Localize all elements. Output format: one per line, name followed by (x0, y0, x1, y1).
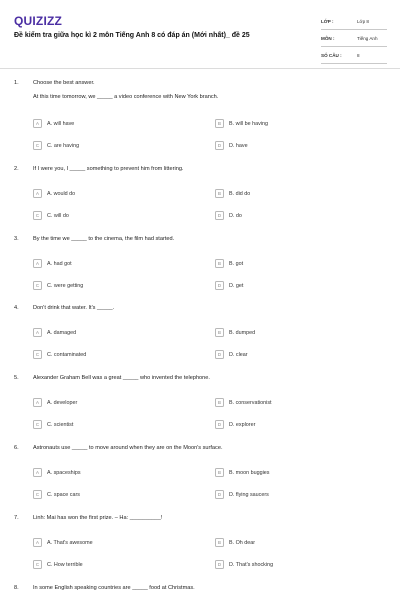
answer-option[interactable] (33, 258, 72, 269)
option-label: B. conservationist (229, 399, 272, 406)
meta-row-class (321, 13, 387, 30)
answer-option[interactable] (215, 467, 269, 478)
option-letter-box: B (215, 328, 224, 337)
option-label: D. explorer (229, 421, 256, 428)
option-letter-box: D (215, 420, 224, 429)
option-letter-box: B (215, 538, 224, 547)
option-label: A. would do (47, 190, 76, 197)
question-item (0, 305, 400, 375)
option-letter-box: B (215, 119, 224, 128)
option-letter-box: B (215, 468, 224, 477)
answer-option[interactable] (215, 489, 269, 500)
question-text: Don't drink that water. It's _____. (33, 305, 115, 311)
question-number: 6. (14, 445, 19, 451)
option-label: C. contaminated (47, 351, 87, 358)
option-label: D. flying saucers (229, 491, 269, 498)
answer-option[interactable] (215, 537, 255, 548)
option-letter-box: D (215, 560, 224, 569)
question-text: If I were you, I _____ something to prevent him from littering. (33, 166, 184, 172)
option-letter-box: D (215, 281, 224, 290)
question-number: 4. (14, 305, 19, 311)
answer-option[interactable] (33, 118, 74, 129)
option-label: B. will be having (229, 120, 268, 127)
option-label: C. are having (47, 142, 80, 149)
question-item (0, 80, 400, 150)
question-number: 7. (14, 515, 19, 521)
option-label: B. got (229, 260, 244, 267)
answer-option[interactable] (33, 210, 69, 221)
option-label: C. scientist (47, 421, 74, 428)
answer-option[interactable] (215, 210, 242, 221)
option-label: A. spaceships (47, 469, 81, 476)
answer-option[interactable] (33, 280, 83, 291)
question-item (0, 236, 400, 306)
option-letter-box: C (33, 420, 42, 429)
question-text: Alexander Graham Bell was a great _____ who invented the telephone. (33, 375, 210, 381)
option-letter-box: A (33, 538, 42, 547)
answer-option[interactable] (215, 559, 273, 570)
option-letter-box: A (33, 119, 42, 128)
question-text: By the time we _____ to the cinema, the film had started. (33, 236, 175, 242)
option-letter-box: B (215, 398, 224, 407)
answer-option[interactable] (33, 419, 73, 430)
answer-option[interactable] (33, 188, 75, 199)
option-letter-box: C (33, 560, 42, 569)
answer-option[interactable] (215, 397, 272, 408)
question-text: In some English speaking countries are _____ food at Christmas. (33, 585, 195, 591)
option-label: C. space cars (47, 491, 80, 498)
answer-option[interactable] (33, 349, 86, 360)
question-number: 3. (14, 236, 19, 242)
meta-key: LỚP : (321, 18, 334, 24)
option-letter-box: C (33, 281, 42, 290)
answer-option[interactable] (33, 489, 80, 500)
answer-option[interactable] (33, 397, 77, 408)
answer-option[interactable] (215, 327, 255, 338)
question-prompt: At this time tomorrow, we _____ a video conference with New York branch. (33, 94, 219, 100)
option-label: D. clear (229, 351, 248, 358)
option-label: A. will have (47, 120, 75, 127)
option-letter-box: A (33, 189, 42, 198)
option-label: B. moon buggies (229, 469, 270, 476)
option-label: B. Oh dear (229, 539, 256, 546)
question-item (0, 515, 400, 585)
question-text: Linh: Mai has won the first prize. – Ha: __________! (33, 515, 163, 521)
quizizz-logo: QUIZIZZ (14, 14, 63, 28)
option-letter-box: A (33, 468, 42, 477)
option-letter-box: B (215, 259, 224, 268)
answer-option[interactable] (215, 280, 243, 291)
answer-option[interactable] (215, 349, 248, 360)
answer-option[interactable] (33, 327, 76, 338)
option-label: D. do (229, 212, 242, 219)
option-label: A. had got (47, 260, 72, 267)
option-label: A. That's awesome (47, 539, 93, 546)
meta-row-count (321, 47, 387, 64)
option-label: D. have (229, 142, 248, 149)
answer-option[interactable] (33, 559, 83, 570)
answer-option[interactable] (215, 118, 268, 129)
answer-option[interactable] (33, 467, 81, 478)
option-letter-box: A (33, 259, 42, 268)
question-text: Astronauts use _____ to move around when they are on the Moon's surface. (33, 445, 223, 451)
option-label: D. That's shocking (229, 561, 274, 568)
question-number: 8. (14, 585, 19, 591)
question-text: Choose the best answer. (33, 80, 95, 86)
answer-option[interactable] (215, 419, 255, 430)
option-letter-box: C (33, 350, 42, 359)
question-item (0, 166, 400, 236)
meta-key: SỐ CÂU : (321, 52, 342, 58)
meta-value: 8 (357, 52, 360, 58)
option-letter-box: C (33, 141, 42, 150)
meta-value: Lớp 8 (357, 18, 369, 24)
option-label: C. were getting (47, 282, 84, 289)
option-letter-box: D (215, 490, 224, 499)
option-letter-box: B (215, 189, 224, 198)
option-label: A. developer (47, 399, 78, 406)
option-label: D. get (229, 282, 244, 289)
worksheet-meta (321, 13, 387, 64)
option-label: C. How terrible (47, 561, 83, 568)
meta-key: MÔN : (321, 35, 335, 41)
option-letter-box: A (33, 398, 42, 407)
answer-option[interactable] (215, 140, 248, 151)
option-label: A. damaged (47, 329, 77, 336)
answer-option[interactable] (215, 258, 243, 269)
worksheet-title: Đề kiểm tra giữa học kì 2 môn Tiếng Anh 8 có đáp án (Mới nhất)_ đề 25 (14, 32, 250, 39)
option-label: B. dumped (229, 329, 256, 336)
option-letter-box: D (215, 211, 224, 220)
answer-option[interactable] (215, 188, 250, 199)
option-label: B. did do (229, 190, 251, 197)
question-number: 1. (14, 80, 19, 86)
meta-row-subject (321, 30, 387, 47)
answer-option[interactable] (33, 140, 79, 151)
option-letter-box: D (215, 141, 224, 150)
answer-option[interactable] (33, 537, 93, 548)
option-letter-box: A (33, 328, 42, 337)
question-item (0, 585, 400, 600)
meta-value: Tiếng Anh (357, 35, 378, 41)
option-letter-box: D (215, 350, 224, 359)
question-item (0, 445, 400, 515)
question-number: 2. (14, 166, 19, 172)
header-divider (0, 68, 400, 69)
option-letter-box: C (33, 490, 42, 499)
option-label: C. will do (47, 212, 69, 219)
question-item (0, 375, 400, 445)
question-number: 5. (14, 375, 19, 381)
option-letter-box: C (33, 211, 42, 220)
